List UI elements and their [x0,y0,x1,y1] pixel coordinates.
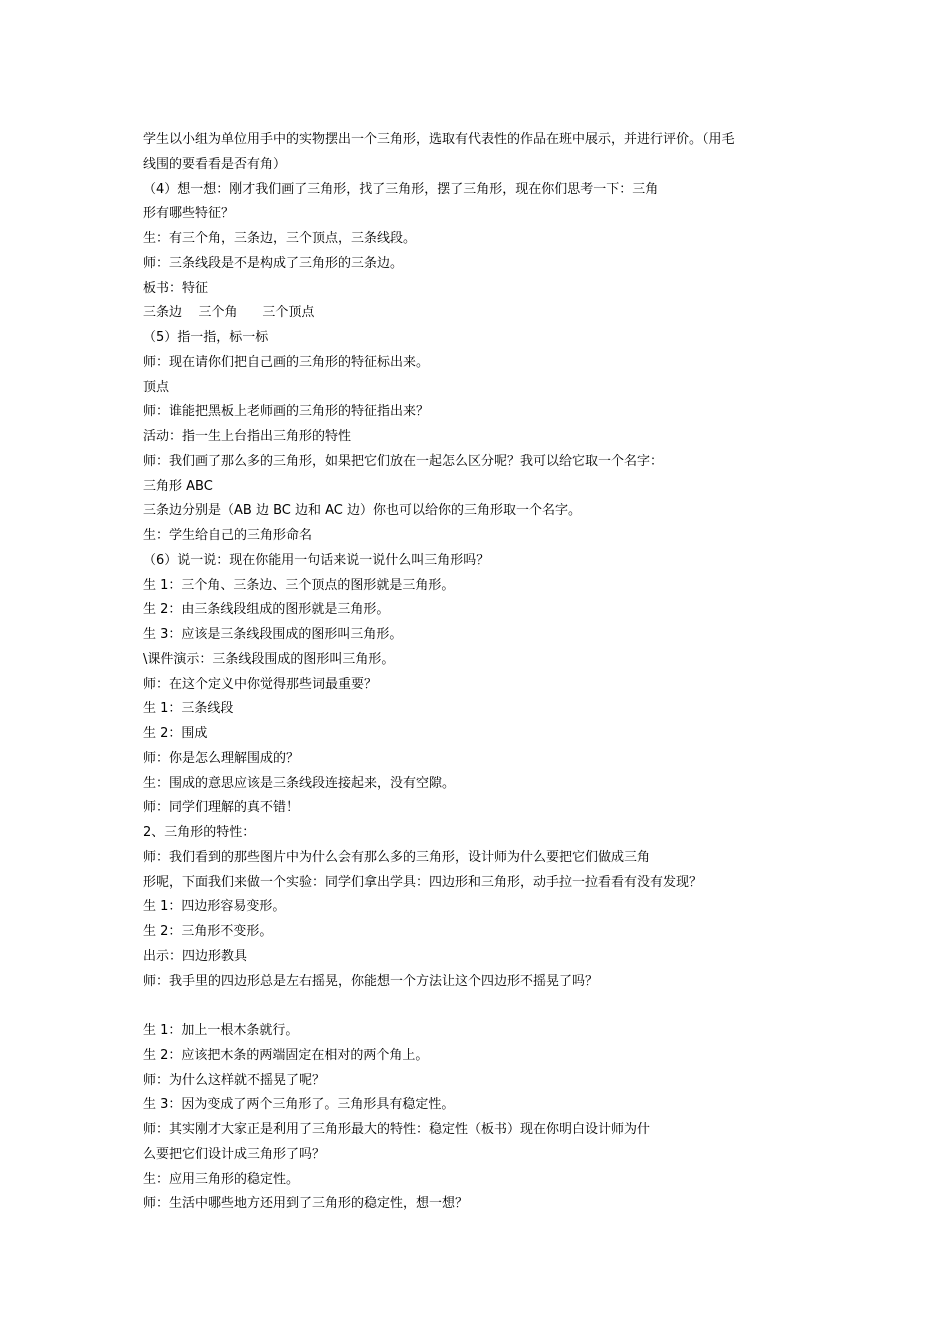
text-line: （5）指一指，标一标 [143,330,269,345]
text-line: 生 2：由三条线段组成的图形就是三角形。 [143,602,390,618]
text-line: 生 1：三个角、三条边、三个顶点的图形就是三角形。 [143,577,455,593]
text-line: 师：其实刚才大家正是利用了三角形最大的特性：稳定性（板书）现在你明白设计师为什 [143,1122,651,1137]
text-line: 学生以小组为单位用手中的实物摆出一个三角形，选取有代表性的作品在班中展示，并进行评价。（用毛 [143,132,735,147]
text-line: 师：我手里的四边形总是左右摇晃，你能想一个方法让这个四边形不摇晃了吗？ [143,973,599,989]
text-line: 生 2：三角形不变形。 [143,924,273,939]
text-line: 三角形 ABC [143,478,213,494]
text-line: 生 3：应该是三条线段围成的图形叫三角形。 [143,627,403,642]
text-line: 形呢，下面我们来做一个实验：同学们拿出学具：四边形和三角形，动手拉一拉看看有没有发现？ [143,874,703,890]
text-line: 师：现在请你们把自己画的三角形的特征标出来。 [143,354,430,370]
text-line: 师：我们画了那么多的三角形，如果把它们放在一起怎么区分呢？我可以给它取一个名字： [143,453,664,469]
text-line: 生 3：因为变成了两个三角形了。三角形具有稳定性。 [143,1097,455,1113]
text-line: 生：学生给自己的三角形命名 [143,528,313,543]
text-line: 形有哪些特征？ [143,206,235,222]
text-line: 师：谁能把黑板上老师画的三角形的特征指出来？ [143,404,430,420]
text-line: 师：同学们理解的真不错！ [143,800,300,816]
text-line: 么要把它们设计成三角形了吗？ [143,1146,326,1162]
text-line: （6）说一说：现在你能用一句话来说一说什么叫三角形吗？ [143,552,490,568]
text-line: 生 1：三条线段 [143,701,234,717]
text-line: 师：我们看到的那些图片中为什么会有那么多的三角形，设计师为什么要把它们做成三角 [143,849,651,865]
text-line: 生 1：四边形容易变形。 [143,899,286,915]
text-line: 活动：指一生上台指出三角形的特性 [143,429,352,444]
text-line: 师：生活中哪些地方还用到了三角形的稳定性，想一想？ [143,1196,469,1212]
text-line: 三条边 三个角 三个顶点 [143,305,315,321]
text-line: 生 2：应该把木条的两端固定在相对的两个角上。 [143,1047,429,1063]
text-line: 师：三条线段是不是构成了三角形的三条边。 [143,255,404,271]
text-line: 师：为什么这样就不摇晃了呢？ [143,1072,326,1088]
text-line: 师：在这个定义中你觉得那些词最重要？ [143,676,378,692]
text-line: 顶点 [143,379,170,395]
text-line: \课件演示：三条线段围成的图形叫三角形。 [143,651,395,667]
text-line: 板书：特征 [143,280,209,296]
text-line: 生：围成的意思应该是三条线段连接起来，没有空隙。 [143,775,456,791]
text-line: 线围的要看看是否有角） [143,156,287,172]
text-line: 生 1：加上一根木条就行。 [143,1023,299,1038]
text-line: 师：你是怎么理解围成的？ [143,750,300,766]
text-line: 出示：四边形教具 [143,948,248,964]
blank-line [143,994,823,1019]
text-line: 生：有三个角，三条边，三个顶点，三条线段。 [143,231,417,246]
text-line: 2、三角形的特性： [143,825,256,840]
text-line: 三条边分别是（AB 边 BC 边和 AC 边）你也可以给你的三角形取一个名字。 [143,503,581,519]
text-line: 生 2：围成 [143,726,208,741]
text-line: 生：应用三角形的稳定性。 [143,1171,300,1187]
text-line: （4）想一想：刚才我们画了三角形，找了三角形，摆了三角形，现在你们思考一下：三角 [143,181,659,197]
document-body [143,128,823,1217]
